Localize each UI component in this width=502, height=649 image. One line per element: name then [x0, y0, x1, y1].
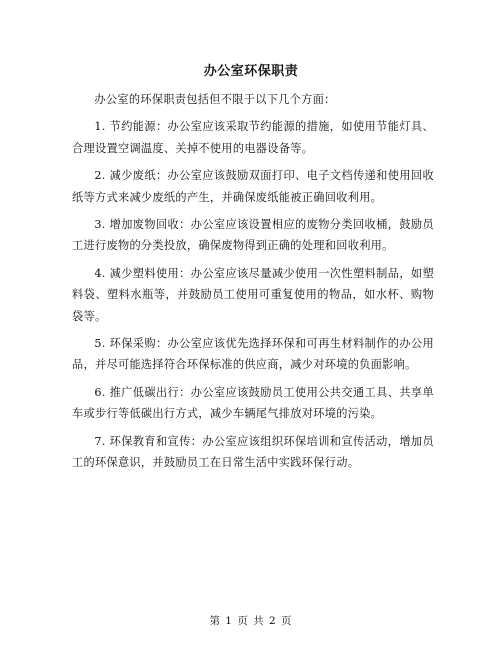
item-green-procurement: 5. 环保采购：办公室应该优先选择环保和可再生材料制作的办公用品，并尽可能选择符合环保标准的供应商，减少对环境的负面影响。: [72, 337, 434, 372]
item-waste-recycling: 3. 增加废物回收：办公室应该设置相应的废物分类回收桶，鼓励员工进行废物的分类投放，确保废物得到正确的处理和回收利用。: [72, 218, 434, 253]
item-environmental-education: 7. 环保教育和宣传：办公室应该组织环保培训和宣传活动，增加员工的环保意识，并鼓励员工在日常生活中实践环保行动。: [72, 434, 434, 470]
item-reduce-paper: 2. 减少废纸：办公室应该鼓励双面打印、电子文档传递和使用回收纸等方式来减少废纸的产生，并确保废纸能被正确回收利用。: [72, 169, 434, 204]
page-title: 办公室环保职责: [203, 64, 299, 79]
item-low-carbon-travel: 6. 推广低碳出行：办公室应该鼓励员工使用公共交通工具、共享单车或步行等低碳出行方式，减少车辆尾气排放对环境的污染。: [72, 385, 434, 421]
item-reduce-plastic: 4. 减少塑料使用：办公室应该尽量减少使用一次性塑料制品，如塑料袋、塑料水瓶等，并鼓励员工使用可重复使用的物品，如水杯、购物袋等。: [72, 266, 434, 323]
intro-paragraph: 办公室的环保职责包括但不限于以下几个方面：: [94, 93, 336, 106]
item-energy-saving: 1. 节约能源：办公室应该采取节约能源的措施，如使用节能灯具、合理设置空调温度、关掉不使用的电器设备等。: [72, 120, 434, 155]
document-body: [72, 89, 434, 480]
page-number-footer: 第 1 页 共 2 页: [209, 615, 293, 627]
